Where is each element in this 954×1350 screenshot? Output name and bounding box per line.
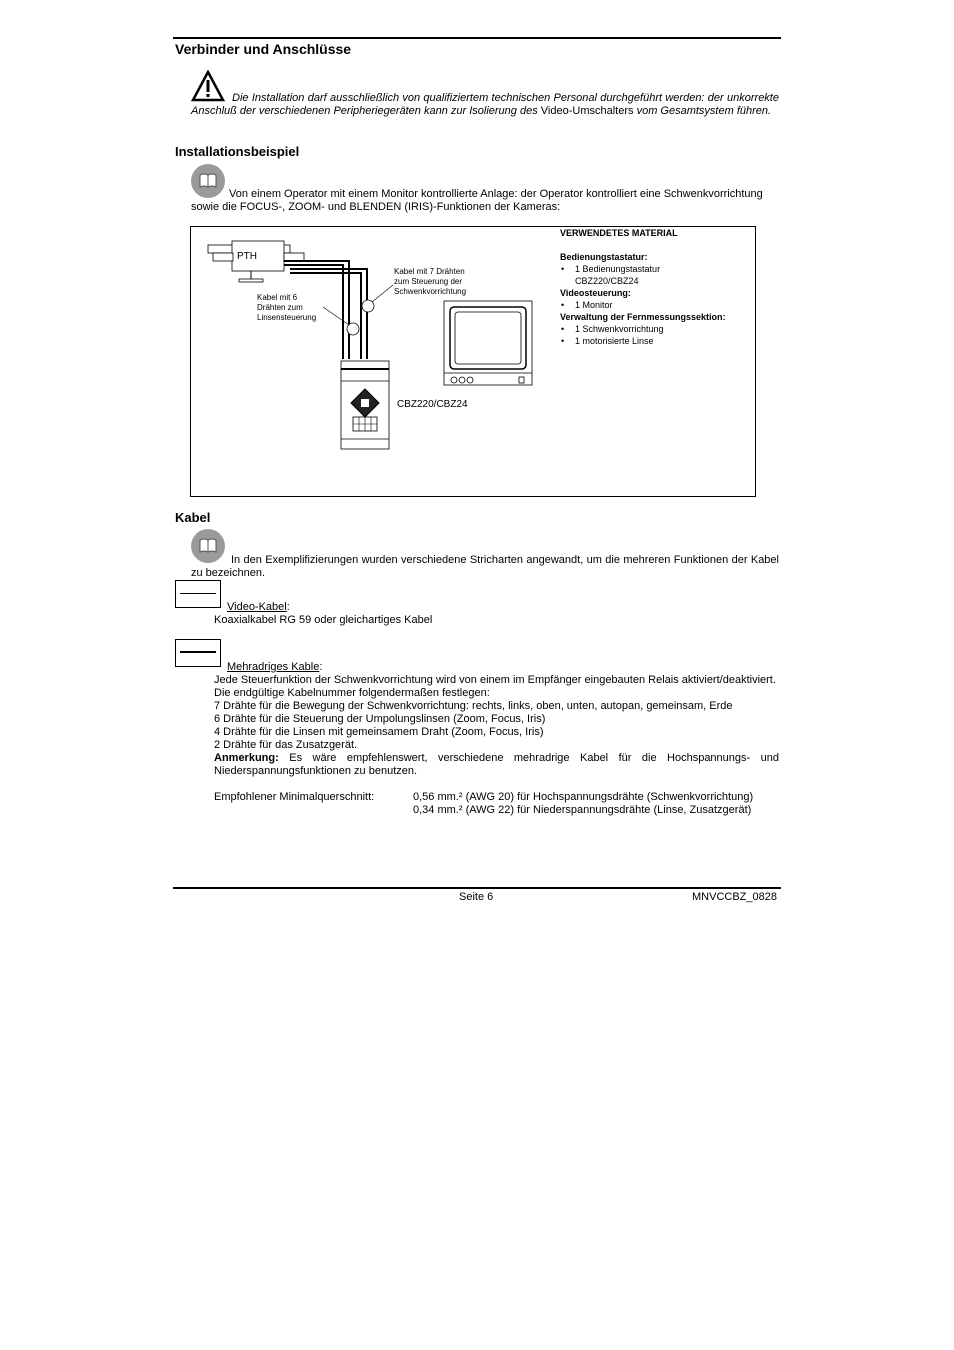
cable7-label: Kabel mit 7 Drähten zum Steuerung der Schwenkvorrichtung <box>394 267 467 296</box>
multi-cable-label: Mehradriges Kable: <box>227 661 323 673</box>
page-number: Seite 6 <box>459 891 494 903</box>
installation-diagram <box>190 226 756 497</box>
material-title: VERWENDETES MATERIAL <box>560 228 678 238</box>
list-item: • 1 Schwenkvorrichtung <box>575 323 755 335</box>
install-title: Installationsbeispiel <box>175 144 300 159</box>
pth-label: PTH <box>237 251 257 262</box>
kabel-intro: In den Exemplifizierungen wurden verschiedene Stricharten angewandt, um die mehreren Funktionen der Kabel zu bezeichnen. <box>191 554 779 579</box>
note: Anmerkung: Es wäre empfehlenswert, verschiedene mehradrige Kabel für die Hochspannungs- und Niederspannungsfunktionen zu benutzen. <box>214 752 779 777</box>
section-title: Verbinder und Anschlüsse <box>175 41 352 57</box>
list-item: • 1 motorisierte Linse <box>575 335 755 347</box>
kabel-title: Kabel <box>175 510 211 525</box>
keyboard-label: CBZ220/CBZ24 <box>397 399 468 410</box>
list-item: • 1 Bedienungstastatur CBZ220/CBZ24 <box>575 263 755 287</box>
footer-rule <box>173 887 781 889</box>
video-cable-label: Video-Kabel: <box>227 601 290 613</box>
multi-cable-desc: Jede Steuerfunktion der Schwenkvorrichtung wird von einem im Empfänger eingebauten Relais aktiviert/deaktiviert. Die endgültige Kabelnummer folgendermaßen festlegen: 7 Drähte für die Bewegung der Schwenkvorrichtung: rechts, links, oben, unten, autopan, gemeinsam, Erde 6 Drähte für die Steuerung der Umpolungslinsen (Zoom, Focus, Iris) 4 Drähte für die Linsen mit gemeinsamem Draht (Zoom, Focus, Iris) 2 Drähte für das Zusatzgerät. Anmerkung: Es wäre empfehlenswert, verschiedene mehradrige Kabel für die Hochspannungs- und Niederspannungsfunktionen zu benutzen. <box>214 674 779 777</box>
warning-text: Die Installation darf ausschließlich von qualifiziertem technischen Personal durchgeführt werden: der unkorrekte Anschluß der verschiedenen Peripheriegeräten kann zur Isolierung des Video-Umschalters vom Gesamtsystem führen. <box>191 92 779 117</box>
cable6-label: Kabel mit 6 Drähten zum Linsensteuerung <box>257 293 317 322</box>
install-text: Von einem Operator mit einem Monitor kontrollierte Anlage: der Operator kontrolliert eine Schwenkvorrichtung sowie die FOCUS-, ZOOM- und BLENDEN (IRIS)-Funktionen der Kameras: <box>191 188 763 213</box>
material-list: VERWENDETES MATERIAL Bedienungstastatur: • 1 Bedienungstastatur CBZ220/CBZ24 Videosteuerung: • 1 Monitor Verwaltung der Fernmessungssektion: • 1 Schwenkvorrichtung • 1 motorisierte Linse <box>560 227 755 347</box>
list-item: • 1 Monitor <box>575 299 755 311</box>
video-cable-desc: Koaxialkabel RG 59 oder gleichartiges Kabel <box>214 614 433 626</box>
min-section-values: 0,56 mm.² (AWG 20) für Hochspannungsdrähte (Schwenkvorrichtung) 0,34 mm.² (AWG 22) für Niederspannungsdrähte (Linse, Zusatzgerät) <box>413 791 754 816</box>
doc-id: MNVCCBZ_0828 <box>692 891 777 903</box>
video-cable-symbol <box>175 580 221 608</box>
min-section-label: Empfohlener Minimalquerschnitt: <box>214 791 375 803</box>
top-rule <box>173 37 781 39</box>
multi-cable-symbol <box>175 639 221 667</box>
